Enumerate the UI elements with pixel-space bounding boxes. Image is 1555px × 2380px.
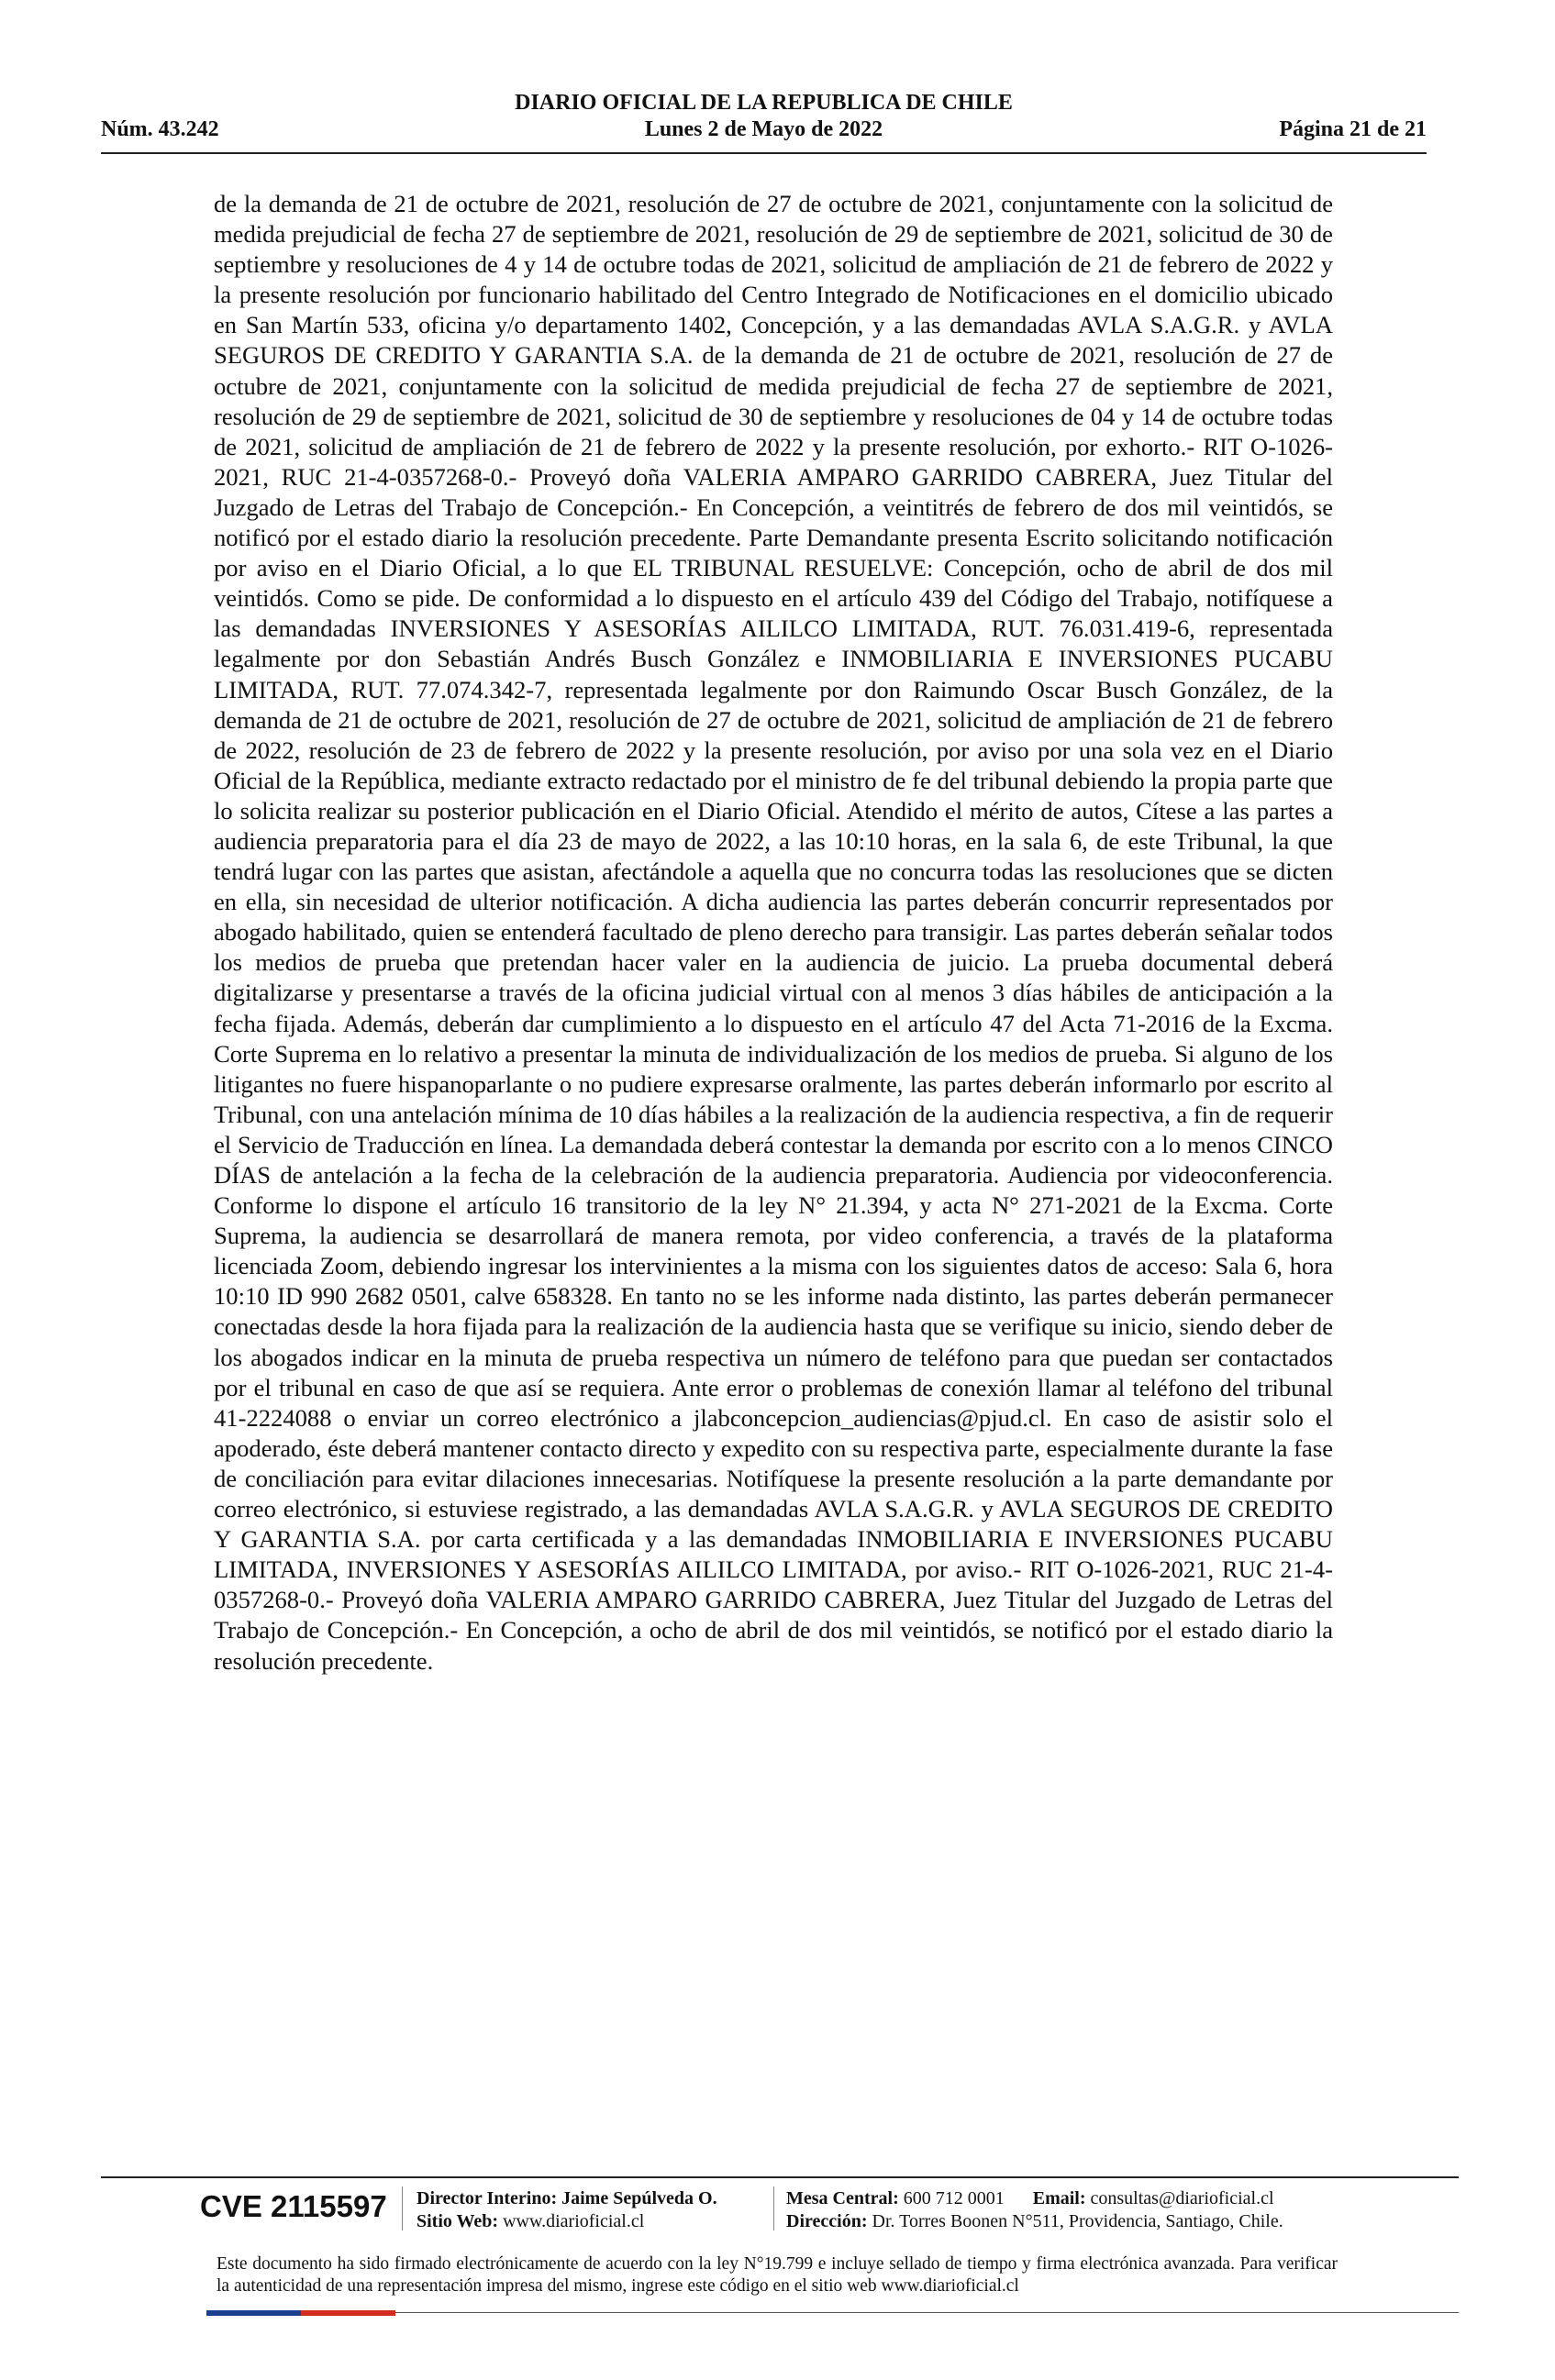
footer-separator: [773, 2186, 774, 2231]
issue-number: Núm. 43.242: [101, 117, 219, 141]
contact-line: [786, 2187, 1283, 2210]
address-line: [786, 2210, 1283, 2233]
website-line: [417, 2210, 717, 2233]
flag-stripe-blue: [206, 2310, 301, 2316]
publication-title: DIARIO OFICIAL DE LA REPUBLICA DE CHILE: [515, 91, 1013, 115]
page-header: [101, 89, 1427, 153]
website-label: Sitio Web:: [417, 2211, 499, 2231]
cve-code: CVE 2115597: [200, 2189, 387, 2223]
footer-divider: [101, 2176, 1459, 2178]
director-line: [417, 2187, 717, 2210]
address-value: Dr. Torres Boonen N°511, Providencia, Santiago, Chile.: [872, 2211, 1283, 2231]
email-link[interactable]: consultas@diarioficial.cl: [1090, 2188, 1274, 2208]
legal-notice: Este documento ha sido firmado electrónicamente de acuerdo con la ley N°19.799 e incluye sellado de tiempo y firma electrónica avanzada. Para verificar la autenticidad de una representación impresa del mismo, ingrese este código en el sitio web www.diarioficial.cl: [217, 2254, 1338, 2296]
footer-contact-column: [786, 2187, 1283, 2233]
director-name: Jaime Sepúlveda O.: [561, 2188, 717, 2208]
mesa-phone: 600 712 0001: [903, 2188, 1005, 2208]
body-paragraph: de la demanda de 21 de octubre de 2021, resolución de 27 de octubre de 2021, conjuntamente con la solicitud de medida prejudicial de fecha 27 de septiembre de 2021, resolución de 29 de septiembre de 2021, solicitud de 30 de septiembre y resoluciones de 4 y 14 de octubre todas de 2021, solicitud de ampliación de 21 de febrero de 2022 y la presente resolución por funcionario habilitado del Centro Integrado de Notificaciones en el domicilio ubicado en San Martín 533, oficina y/o departamento 1402, Concepción, y a las demandadas AVLA S.A.G.R. y AVLA SEGUROS DE CREDITO Y GARANTIA S.A. de la demanda de 21 de octubre de 2021, resolución de 27 de octubre de 2021, conjuntamente con la solicitud de medida prejudicial de fecha 27 de septiembre de 2021, resolución de 29 de septiembre de 2021, solicitud de 30 de septiembre y resoluciones de 04 y 14 de octubre todas de 2021, solicitud de ampliación de 21 de febrero de 2022 y la presente resolución, por exhorto.- RIT O-1026-2021, RUC 21-4-0357268-0.- Proveyó doña VALERIA AMPARO GARRIDO CABRERA, Juez Titular del Juzgado de Letras del Trabajo de Concepción.- En Concepción, a veintitrés de febrero de dos mil veintidós, se notificó por el estado diario la resolución precedente. Parte Demandante presenta Escrito solicitando notificación por aviso en el Diario Oficial, a lo que EL TRIBUNAL RESUELVE: Concepción, ocho de abril de dos mil veintidós. Como se pide. De conformidad a lo dispuesto en el artículo 439 del Código del Trabajo, notifíquese a las demandadas INVERSIONES Y ASESORÍAS AILILCO LIMITADA, RUT. 76.031.419-6, representada legalmente por don Sebastián Andrés Busch González e INMOBILIARIA E INVERSIONES PUCABU LIMITADA, RUT. 77.074.342-7, representada legalmente por don Raimundo Oscar Busch González, de la demanda de 21 de octubre de 2021, resolución de 27 de octubre de 2021, solicitud de ampliación de 21 de febrero de 2022, resolución de 23 de febrero de 2022 y la presente resolución, por aviso por una sola vez en el Diario Oficial de la República, mediante extracto redactado por el ministro de fe del tribunal debiendo la propia parte que lo solicita realizar su posterior publicación en el Diario Oficial. Atendido el mérito de autos, Cítese a las partes a audiencia preparatoria para el día 23 de mayo de 2022, a las 10:10 horas, en la sala 6, de este Tribunal, la que tendrá lugar con las partes que asistan, afectándole a aquella que no concurra todas las resoluciones que se dicten en ella, sin necesidad de ulterior notificación. A dicha audiencia las partes deberán concurrir representados por abogado habilitado, quien se entenderá facultado de pleno derecho para transigir. Las partes deberán señalar todos los medios de prueba que pretendan hacer valer en la audiencia de juicio. La prueba documental deberá digitalizarse y presentarse a través de la oficina judicial virtual con al menos 3 días hábiles de anticipación a la fecha fijada. Además, deberán dar cumplimiento a lo dispuesto en el artículo 47 del Acta 71-2016 de la Excma. Corte Suprema en lo relativo a presentar la minuta de individualización de los medios de prueba. Si alguno de los litigantes no fuere hispanoparlante o no pudiere expresarse oralmente, las partes deberán informarlo por escrito al Tribunal, con una antelación mínima de 10 días hábiles a la realización de la audiencia respectiva, a fin de requerir el Servicio de Traducción en línea. La demandada deberá contestar la demanda por escrito con a lo menos CINCO DÍAS de antelación a la fecha de la celebración de la audiencia preparatoria. Audiencia por videoconferencia. Conforme lo dispone el artículo 16 transitorio de la ley N° 21.394, y acta N° 271-2021 de la Excma. Corte Suprema, la audiencia se desarrollará de manera remota, por video conferencia, a través de la plataforma licenciada Zoom, debiendo ingresar los intervinientes a la misma con los siguientes datos de acceso: Sala 6, hora 10:10 ID 990 2682 0501, calve 658328. En tanto no se les informe nada distinto, las partes deberán permanecer conectadas desde la hora fijada para la realización de la audiencia hasta que se verifique su inicio, siendo deber de los abogados indicar en la minuta de prueba respectiva un número de teléfono para que puedan ser contactados por el tribunal en caso de que así se requiera. Ante error o problemas de conexión llamar al teléfono del tribunal 41-2224088 o enviar un correo electrónico a jlabconcepcion_audiencias@pjud.cl. En caso de asistir solo el apoderado, éste deberá mantener contacto directo y expedito con su respectiva parte, especialmente durante la fase de conciliación para evitar dilaciones innecesarias. Notifíquese la presente resolución a la parte demandante por correo electrónico, si estuviese registrado, a las demandadas AVLA S.A.G.R. y AVLA SEGUROS DE CREDITO Y GARANTIA S.A. por carta certificada y a las demandadas INMOBILIARIA E INVERSIONES PUCABU LIMITADA, INVERSIONES Y ASESORÍAS AILILCO LIMITADA, por aviso.- RIT O-1026-2021, RUC 21-4-0357268-0.- Proveyó doña VALERIA AMPARO GARRIDO CABRERA, Juez Titular del Juzgado de Letras del Trabajo de Concepción.- En Concepción, a ocho de abril de dos mil veintidós, se notificó por el estado diario la resolución precedente.: [214, 190, 1333, 1675]
address-label: Dirección:: [786, 2211, 868, 2231]
website-link[interactable]: www.diarioficial.cl: [503, 2211, 645, 2231]
flag-stripe-red: [301, 2310, 395, 2316]
header-divider: [101, 152, 1427, 154]
director-label: Director Interino:: [417, 2188, 558, 2208]
page-number: Página 21 de 21: [1279, 117, 1427, 141]
footer-separator: [402, 2186, 403, 2231]
mesa-label: Mesa Central:: [786, 2188, 899, 2208]
email-label: Email:: [1032, 2188, 1086, 2208]
footer-director-column: [417, 2187, 717, 2233]
issue-date: Lunes 2 de Mayo de 2022: [644, 117, 883, 141]
